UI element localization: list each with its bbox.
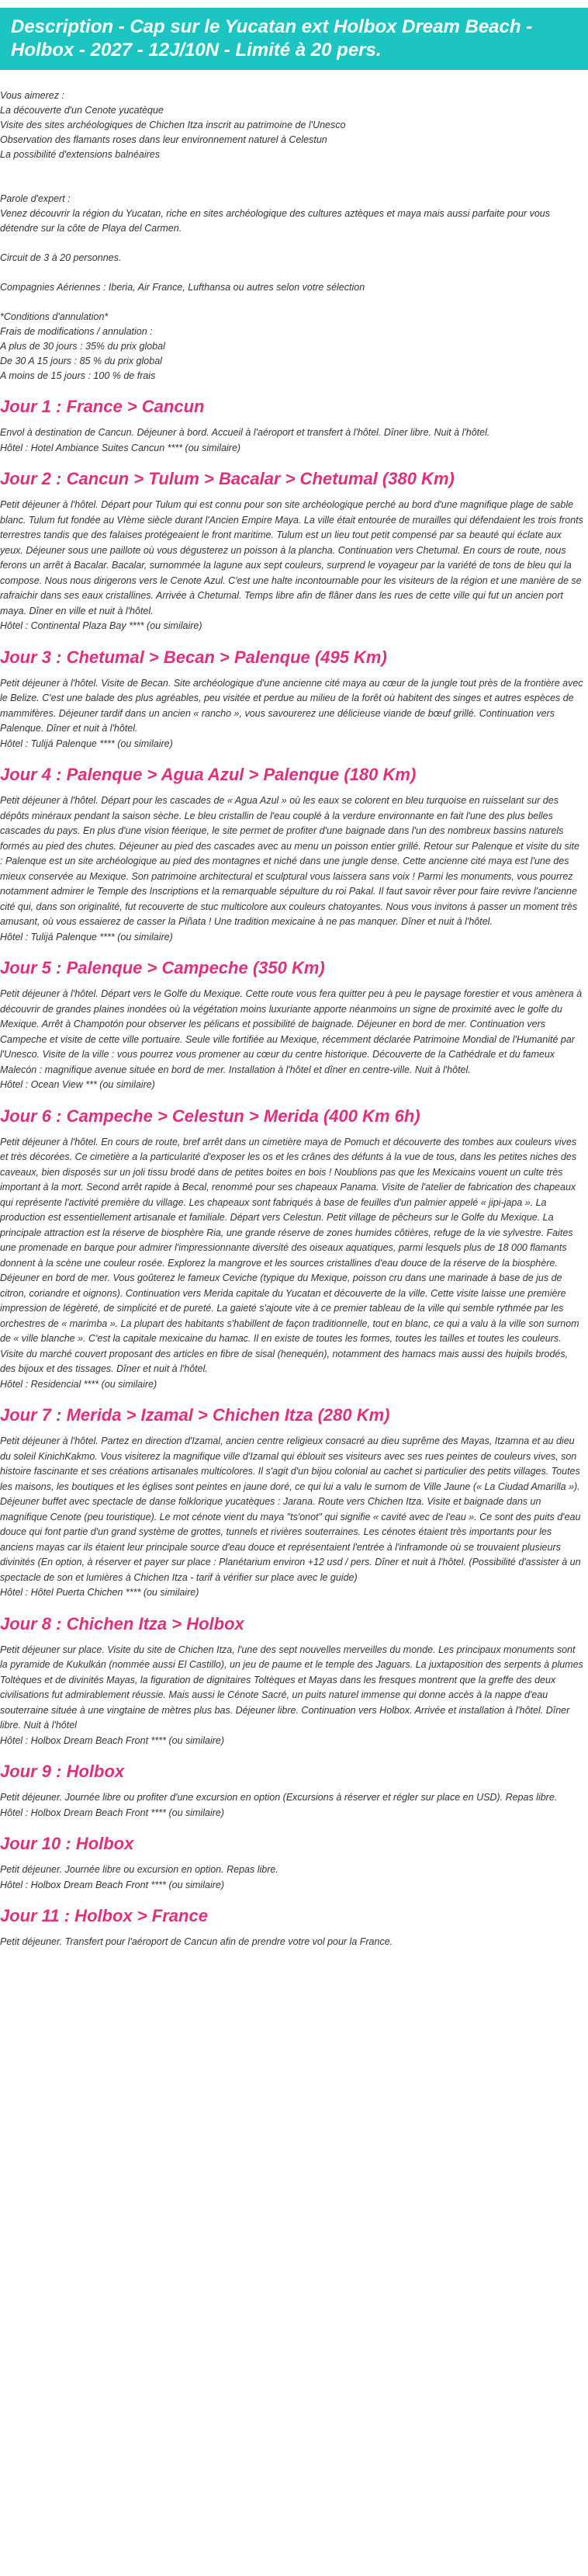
condition-line: A plus de 30 jours : 35% du prix global [0,341,165,352]
day-description: Envol à destination de Cancun. Déjeuner à bord. Accueil à l'aéroport et transfert à l'hôtel. Dîner libre. Nuit à l'hôtel. [0,427,490,438]
day-hotel: Hôtel : Continental Plaza Bay **** (ou similaire) [0,620,202,631]
circuit-size: Circuit de 3 à 20 personnes. [0,252,122,263]
day-9 [0,1761,588,1821]
love-item: La possibilité d'extensions balnéaires [0,149,160,160]
day-description: Petit déjeuner à l'hôtel. Départ vers le Golfe du Mexique. Cette route vous fera quitter peu à peu le paysage forestier et vous amènera à découvrir de grandes plaines inondées où la végétation moins luxuriante apporte néanmoins un signe de proximité avec le golfe du Mexique. Arrêt à Champotón pour observer les pélicans et possibilité de baignade. Déjeuner en bord de mer. Continuation vers Campeche et visite de cette ville portuaire. Seule ville fortifiée au Mexique, récemment déclarée Patrimoine Mondial de l'Humanité par l'Unesco. Visite de la ville : vous pourrez vous promener au cœur du centre historique. Découverte de la Cathédrale et du fameux Malecón : magnifique avenue située en bord de mer. Installation à l'hôtel et dîner en centre-ville. Nuit à l'hôtel. [0,988,583,1075]
condition-line: Frais de modifications / annulation : [0,326,153,337]
day-title: Jour 6 : Campeche > Celestun > Merida (400 Km 6h) [0,1106,420,1126]
love-item: Observation des flamants roses dans leur environnement naturel à Celestun [0,134,327,145]
day-5 [0,957,588,1093]
day-description: Petit déjeuner à l'hôtel. Départ pour Tulum qui est connu pour son site archéologique perché au bord d'une magnifique plage de sable blanc. Tulum fut fondée au VIème siècle durant l'Ancien Empire Maya. La ville était entourée de murailles qui défendaient les trois fronts terrestres tandis que des falaises protégeaient le front maritime. Tulum est un lieu tout petit compensé par sa beauté qui éclate aux yeux. Déjeuner sous une paillote où vous dégusterez un poisson à la plancha. Continuation vers Chetumal. En cours de route, nous ferons un arrêt à Bacalar. Bacalar, surnommée la lagune aux sept couleurs, surprend le voyageur par la variété de tons de bleu qui la compose. Nous nous dirigerons vers le Cenote Azul. C'est une halte incontournable pour les visiteurs de la région et une manière de se rafraichir dans ses eaux cristallines. Arrivée à Chetumal. Temps libre afin de flâner dans les rues de cette ville qui fut un ancien port maya. Dîner en ville et nuit à l'hôtel. [0,499,583,616]
day-description: Petit déjeuner sur place. Visite du site de Chichen Itza, l'une des sept nouvelles merveilles du monde. Les principaux monuments sont la pyramide de Kukulkán (nommée aussi El Castillo), un jeu de paume et le temple des Jaguars. La juxtaposition des serpents à plumes Toltèques et de divinités Mayas, la figuration de dignitaires Toltèques et Mayas dans les fresques montrent que la greffe des deux civilisations fut admirablement réussie. Mais aussi le Cénote Sacré, un puits naturel immense qui donne accès à la nappe d'eau souterraine située à une vingtaine de mètres plus bas. Déjeuner libre. Continuation vers Holbox. Arrivée et installation à l'hôtel. Dîner libre. Nuit à l'hôtel [0,1644,583,1731]
day-6 [0,1106,588,1393]
day-hotel: Hôtel : Ocean View *** (ou similaire) [0,1079,155,1090]
day-hotel: Hôtel : Holbox Dream Beach Front **** (ou similaire) [0,1807,224,1818]
conditions-title: *Conditions d'annulation* [0,311,109,322]
day-description: Petit déjeuner à l'hôtel. Départ pour les cascades de « Agua Azul » où les eaux se colorent en bleu turquoise en ruisselant sur des dépôts minéraux pendant la saison sèche. Le bleu cristallin de l'eau couplé à la verdure environnante en fait l'une des plus belles cascades du pays. En plus d'une vision féerique, le site permet de profiter d'une baignade dans l'un des nombreux bassins naturels formés au pied des chutes. Déjeuner au pied des cascades avec au menu un poisson entier grillé. Retour sur Palenque et visite du site : Palenque est un site archéologique au pied des montagnes et niché dans une jungle dense. Cette ancienne cité maya est l'une des mieux conservée au Mexique. Son patrimoine architectural et sculptural vous laissera sans voix ! Parmi les monuments, vous pourrez notamment admirer le Temple des Inscriptions et la remarquable sépulture du roi Pakal. Il faut savoir rêver pour faire revivre l'ancienne cité qui, dans son originalité, fut recouverte de stuc multicolore aux couleurs chatoyantes. Nous vous invitons à passer un moment très amusant, où vous essaierez de casser la Piñata ! Une tradition mexicaine à ne pas manquer. Dîner et nuit à l'hôtel. [0,795,579,927]
day-2 [0,468,588,634]
day-title: Jour 8 : Chichen Itza > Holbox [0,1613,244,1633]
day-description: Petit déjeuner à l'hôtel. Partez en direction d'Izamal, ancien centre religieux consacré au dieu suprême des Mayas, Itzamna et au dieu du soleil KinichKakmo. Vous visiterez la magnifique ville d'Izamal qui éblouit ses visiteurs avec ses rues peintes de couleurs vives, son histoire fascinante et ses créations artisanales multicolores. Il s'agit d'un bijou colonial au cachet si particulier des petits villages. Toutes les maisons, les boutiques et les églises sont peintes en jaune doré, ce qui lui a valu le surnom de Ville Jaune (« La Ciudad Amarilla »). Déjeuner buffet avec spectacle de danse folklorique yucatèques : Jarana. Route vers Chichen Itza. Visite et baignade dans un magnifique Cenote (peu touristique). Le mot cénote vient du maya "ts'onot" qui signifie « cavité avec de l'eau ». Ce sont des puits d'eau douce qui font partie d'un grand système de grottes, tunnels et rivières souterraines. Les cénotes étaient très importants pour les anciens mayas car ils étaient leur principale source d'eau douce et représentaient l'entrée à l'inframonde où se trouvaient plusieurs divinités (En option, à réserver et payer sur place : Planétarium environ +12 usd / pers. Dîner et nuit à l'hôtel. (Possibilité d'assister à un spectacle de son et lumières à Chichen Itza - tarif à vérifier sur place avec le guide) [0,1436,581,1583]
intro-section [0,70,588,384]
day-title: Jour 5 : Palenque > Campeche (350 Km) [0,958,325,977]
airlines: Compagnies Aériennes : Iberia, Air France, Lufthansa ou autres selon votre sélection [0,282,365,293]
day-hotel: Hôtel : Residencial **** (ou similaire) [0,1378,157,1390]
day-hotel: Hôtel : Holbox Dream Beach Front **** (ou similaire) [0,1879,224,1890]
day-title: Jour 10 : Holbox [0,1834,134,1853]
day-11 [0,1905,588,1950]
day-description: Petit déjeuner. Transfert pour l'aéroport de Cancun afin de prendre votre vol pour la France. [0,1936,393,1947]
day-title: Jour 3 : Chetumal > Becan > Palenque (495 Km) [0,647,387,667]
day-title: Jour 1 : France > Cancun [0,397,205,416]
day-title: Jour 2 : Cancun > Tulum > Bacalar > Chetumal (380 Km) [0,469,455,488]
day-title: Jour 4 : Palenque > Agua Azul > Palenque (180 Km) [0,765,417,784]
expert-title: Parole d'expert : [0,193,71,204]
condition-line: A moins de 15 jours : 100 % de frais [0,370,156,381]
love-item: Visite des sites archéologiques de Chichen Itza inscrit au patrimoine de l'Unesco [0,120,346,130]
day-7 [0,1404,588,1601]
love-title: Vous aimerez : [0,90,64,101]
love-item: La découverte d'un Cenote yucatèque [0,105,164,116]
day-description: Petit déjeuner. Journée libre ou excursion en option. Repas libre. [0,1864,278,1875]
day-8 [0,1613,588,1749]
day-description: Petit déjeuner à l'hôtel. En cours de route, bref arrêt dans un cimetière maya de Pomuch et découverte des tombes aux couleurs vives et très décorées. Ce cimetière a la particularité d'exposer les os et les crânes des défunts à la vue de tous, dans les petites niches des caveaux, bien disposés sur un joli tissu brodé dans de petites boites en bois ! Noublions pas que les Mexicains vouent un culte très important à la mort. Second arrêt rapide à Becal, renommé pour ses chapeaux Panama. Visite de l'atelier de fabrication des chapeaux qui représente l'activité première du village. Les chapeaux sont fabriqués à base de feuilles d'un palmier appelé « jipi-japa ». La production est essentiellement artisanale et familiale. Départ vers Celestun. Petit village de pêcheurs sur le Golfe du Mexique. La principale attraction est la réserve de biosphère Ria, une grande réserve de zones humides côtières, refuge de la vie sylvestre. Faites une promenade en barque pour admirer l'impressionnante diversité des oiseaux aquatiques, parmi lesquels plus de 18 000 flamants donnent à la scène une couleur rosée. Explorez la mangrove et les sources cristallines d'eau douce de la réserve de la biosphère. Déjeuner en bord de mer. Vous goûterez le fameux Ceviche (typique du Mexique, poisson cru dans une marinade à base de jus de citron, coriandre et oignons). Continuation vers Merida capitale du Yucatan et découverte de la ville. Cette visite laisse une première impression de légèreté, de simplicité et de pureté. La gaieté s'ajoute vite à ce premier tableau de la ville qui semble rythmée par les orchestres de « marimba ». La plupart des habitants s'habillent de façon traditionnelle, tout en blanc, ce qui a valu à la ville son surnom de « ville blanche ». C'est la capitale mexicaine du hamac. Il en existe de toutes les formes, toutes les tailles et toutes les couleurs. Visite du marché couvert proposant des articles en fibre de sisal (henequén), notamment des hamacs mais aussi des huipils brodés, des bijoux et des tissages. Dîner et nuit à l'hôtel. [0,1136,579,1374]
day-hotel: Hôtel : Hôtel Puerta Chichen **** (ou similaire) [0,1587,199,1598]
day-title: Jour 11 : Holbox > France [0,1906,208,1925]
day-title: Jour 7 : Merida > Izamal > Chichen Itza (280 Km) [0,1405,390,1425]
day-hotel: Hôtel : Tulijá Palenque **** (ou similaire) [0,738,173,749]
expert-text: Venez découvrir la région du Yucatan, riche en sites archéologique des cultures aztèques et maya mais aussi parfaite pour vous détendre sur la côte de Playa del Carmen. [0,208,550,234]
day-title: Jour 9 : Holbox [0,1762,125,1781]
day-3 [0,647,588,752]
day-description: Petit déjeuner. Journée libre ou profiter d'une excursion en option (Excursions à réserver et régler sur place en USD). Repas libre. [0,1792,558,1803]
day-hotel: Hôtel : Holbox Dream Beach Front **** (ou similaire) [0,1734,224,1746]
condition-line: De 30 A 15 jours : 85 % du prix global [0,356,162,366]
day-10 [0,1833,588,1893]
day-hotel: Hôtel : Hotel Ambiance Suites Cancun **** (ou similaire) [0,442,241,453]
day-4 [0,764,588,945]
page-title: Description - Cap sur le Yucatan ext Holbox Dream Beach - Holbox - 2027 - 12J/10N - Limité à 20 pers. [0,8,588,70]
day-hotel: Hôtel : Tulijá Palenque **** (ou similaire) [0,931,173,943]
day-1 [0,396,588,456]
day-description: Petit déjeuner à l'hôtel. Visite de Becan. Site archéologique d'une ancienne cité maya au cœur de la jungle tout près de la frontière avec le Belize. C'est une balade des plus agréables, peu visitée et perdue au milieu de la forêt où habitent des singes et autres espèces de mammifères. Déjeuner tardif dans un ancien « rancho », vous savourerez une délicieuse viande de bœuf grillé. Continuation vers Palenque. Dîner et nuit à l'hôtel. [0,677,583,734]
